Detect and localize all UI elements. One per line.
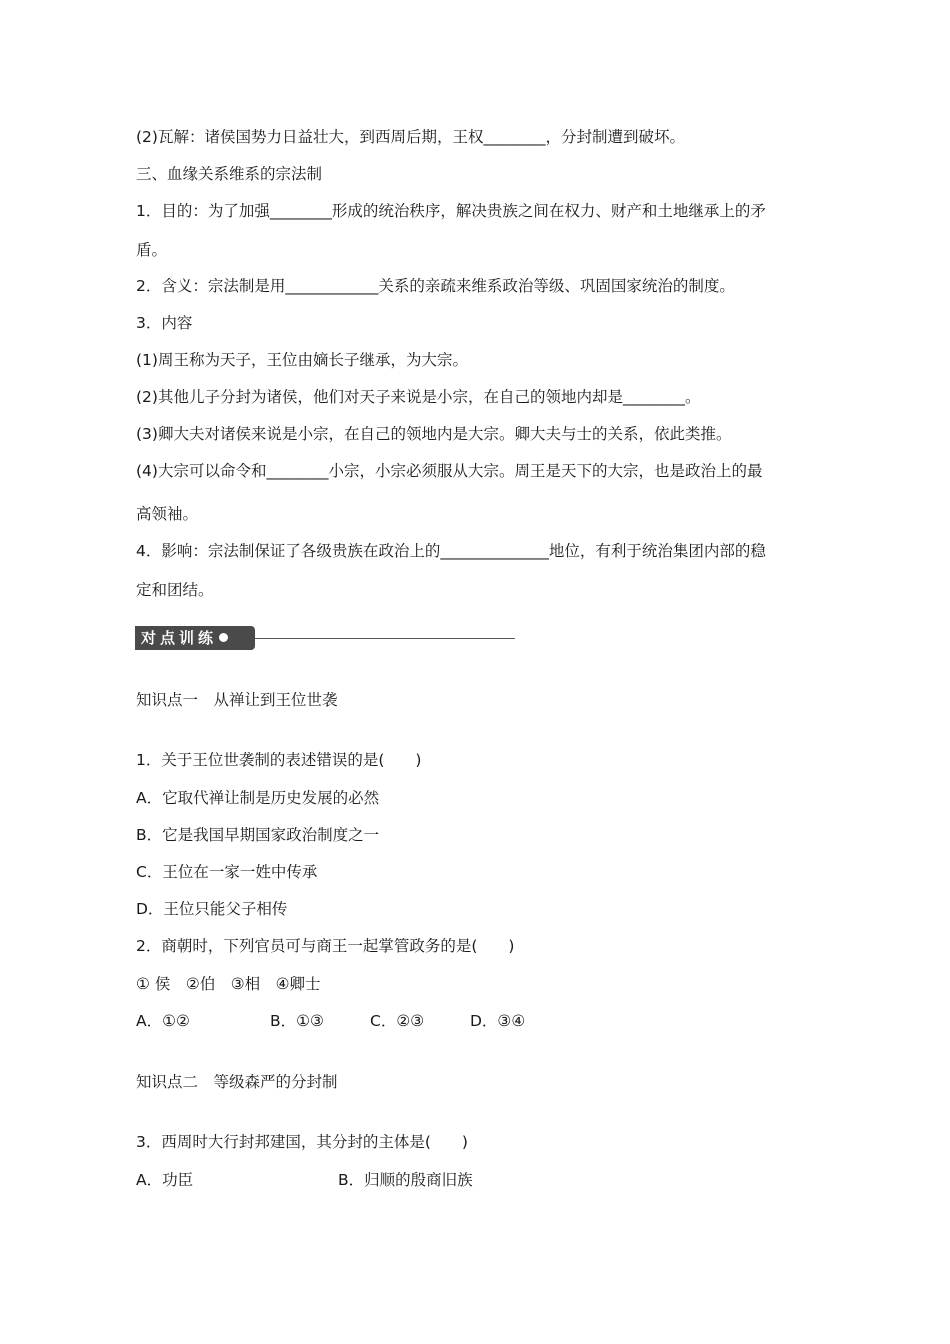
section-heading-clan-system: 三、血缘关系维系的宗法制 [136, 165, 323, 183]
line-content-3: (3)卿大夫对诸侯来说是小宗，在自己的领地内是大宗。卿大夫与士的关系，依此类推。 [136, 425, 732, 443]
line-influence: 4．影响：宗法制保证了各级贵族在政治上的______________地位，有利于统治集团内部的稳 [136, 542, 766, 560]
line-collapse: (2)瓦解：诸侯国势力日益壮大，到西周后期，王权________，分封制遭到破坏。 [136, 128, 685, 146]
bullet-dot-icon [219, 633, 228, 642]
question-1-option-d: D．王位只能父子相传 [136, 900, 288, 918]
line-influence-cont: 定和团结。 [136, 581, 214, 599]
line-content-heading: 3．内容 [136, 314, 193, 332]
line-purpose: 1．目的：为了加强________形成的统治秩序，解决贵族之间在权力、财产和土地继承上的矛 [136, 202, 766, 220]
question-1-option-c: C．王位在一家一姓中传承 [136, 863, 318, 881]
question-2-option-d: D．③④ [470, 1012, 526, 1030]
line-content-1: (1)周王称为天子，王位由嫡长子继承，为大宗。 [136, 351, 468, 369]
line-content-4: (4)大宗可以命令和________小宗，小宗必须服从大宗。周王是天下的大宗，也是政治上的最 [136, 462, 763, 480]
question-1-option-b: B．它是我国早期国家政治制度之一 [136, 826, 380, 844]
knowledge-point-1-title: 知识点一 从禅让到王位世袭 [136, 691, 338, 709]
question-2: 2．商朝时，下列官员可与商王一起掌管政务的是( ) [136, 937, 515, 955]
practice-banner-tag [135, 626, 255, 650]
question-2-option-c: C．②③ [370, 1012, 425, 1030]
question-2-items: ① 侯 ②伯 ③相 ④卿士 [136, 975, 321, 993]
line-purpose-cont: 盾。 [136, 241, 168, 259]
banner-rule [255, 638, 515, 639]
line-meaning: 2．含义：宗法制是用____________关系的亲疏来维系政治等级、巩固国家统治的制度。 [136, 277, 735, 295]
knowledge-point-2-title: 知识点二 等级森严的分封制 [136, 1073, 338, 1091]
question-1-option-a: A．它取代禅让制是历史发展的必然 [136, 789, 380, 807]
question-3-option-a: A．功臣 [136, 1171, 194, 1189]
question-3-option-b: B．归顺的殷商旧族 [338, 1171, 473, 1189]
line-content-2: (2)其他儿子分封为诸侯，他们对天子来说是小宗，在自己的领地内却是________。 [136, 388, 701, 406]
line-content-4-cont: 高领袖。 [136, 505, 199, 523]
question-1: 1．关于王位世袭制的表述错误的是( ) [136, 751, 422, 769]
question-2-option-b: B．①③ [270, 1012, 324, 1030]
practice-banner-label: 对点训练 [141, 629, 218, 647]
practice-banner [135, 624, 515, 652]
question-3: 3．西周时大行封邦建国，其分封的主体是( ) [136, 1133, 468, 1151]
question-2-option-a: A．①② [136, 1012, 190, 1030]
